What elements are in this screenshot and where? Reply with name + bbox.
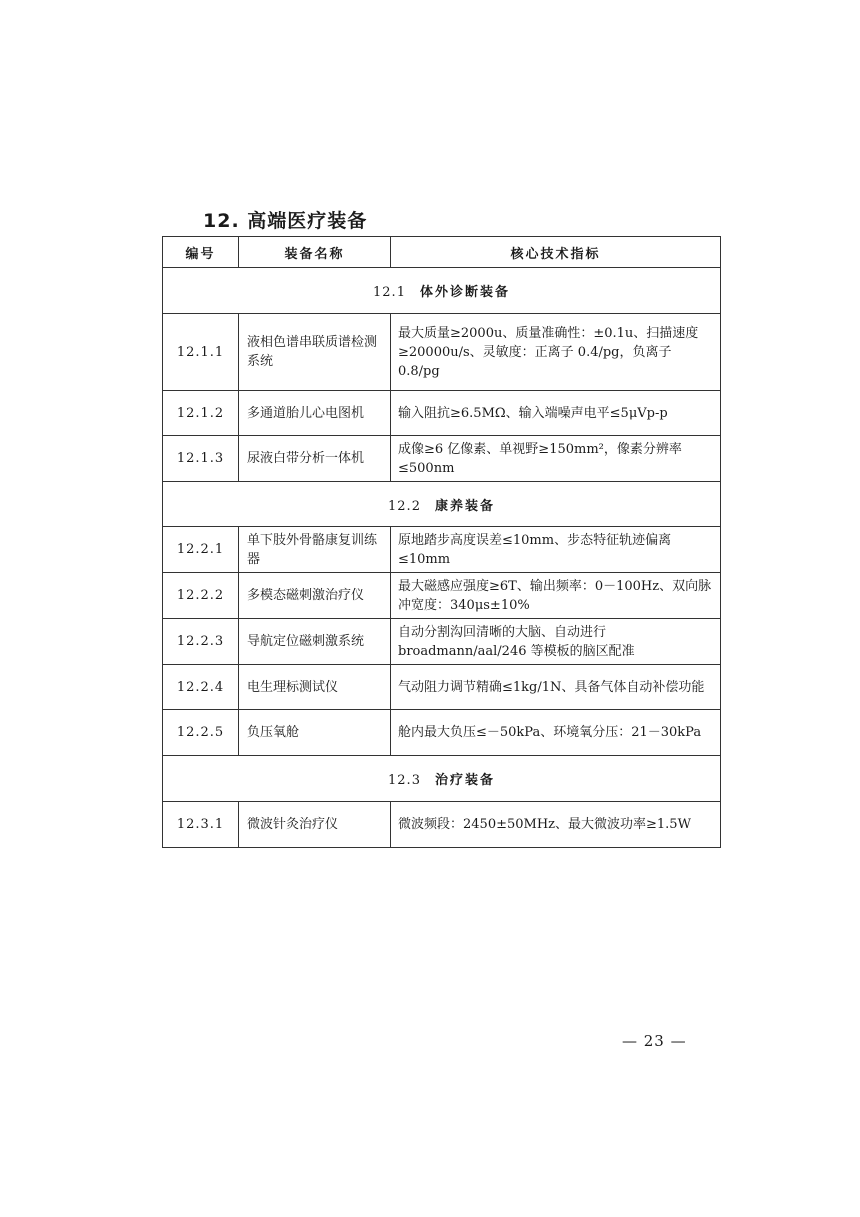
row-spec: 舱内最大负压≤－50kPa、环境氧分压：21－30kPa <box>391 710 721 756</box>
row-name: 电生理标测试仪 <box>239 665 391 710</box>
row-name: 导航定位磁刺激系统 <box>239 619 391 665</box>
row-spec: 成像≥6 亿像素、单视野≥150mm²，像素分辨率≤500nm <box>391 436 721 482</box>
section-title: 体外诊断装备 <box>419 285 510 300</box>
header-name: 装备名称 <box>239 237 391 268</box>
table-row <box>163 665 721 710</box>
row-name: 微波针灸治疗仪 <box>239 802 391 848</box>
section-title: 康养装备 <box>434 498 495 514</box>
row-spec: 自动分割沟回清晰的大脑、自动进行 broadmann/aal/246 等模板的脑区配准 <box>391 619 721 665</box>
header-number: 编号 <box>163 237 239 268</box>
row-name: 多模态磁刺激治疗仪 <box>239 573 391 619</box>
table-row <box>163 314 721 391</box>
section-cell <box>163 268 721 314</box>
row-name: 尿液白带分析一体机 <box>239 436 391 482</box>
row-id: 12.1.2 <box>163 391 239 436</box>
row-id: 12.3.1 <box>163 802 239 848</box>
row-spec: 气动阻力调节精确≤1kg/1N、具备气体自动补偿功能 <box>391 665 721 710</box>
row-name: 多通道胎儿心电图机 <box>239 391 391 436</box>
table-row <box>163 710 721 756</box>
section-row <box>163 268 721 314</box>
row-id: 12.2.1 <box>163 527 239 573</box>
row-spec: 最大磁感应强度≥6T、输出频率：0－100Hz、双向脉冲宽度：340μs±10% <box>391 573 721 619</box>
section-cell <box>163 482 721 527</box>
section-number: 12.1 <box>373 285 406 300</box>
row-id: 12.2.2 <box>163 573 239 619</box>
row-name: 液相色谱串联质谱检测系统 <box>239 314 391 391</box>
section-cell <box>163 756 721 802</box>
section-heading: 12. 高端医疗装备 <box>203 210 368 232</box>
row-spec: 微波频段：2450±50MHz、最大微波功率≥1.5W <box>391 802 721 848</box>
table-row <box>163 619 721 665</box>
row-spec: 原地踏步高度误差≤10mm、步态特征轨迹偏离≤10mm <box>391 527 721 573</box>
row-spec: 最大质量≥2000u、质量准确性：±0.1u、扫描速度≥20000u/s、灵敏度：正离子 0.4/pg，负离子 0.8/pg <box>391 314 721 391</box>
row-id: 12.2.3 <box>163 619 239 665</box>
table-row <box>163 391 721 436</box>
table-row <box>163 436 721 482</box>
section-title: 治疗装备 <box>434 773 495 788</box>
header-spec: 核心技术指标 <box>391 237 721 268</box>
row-id: 12.2.5 <box>163 710 239 756</box>
section-row <box>163 756 721 802</box>
table-row <box>163 802 721 848</box>
row-id: 12.1.3 <box>163 436 239 482</box>
row-id: 12.1.1 <box>163 314 239 391</box>
equipment-table <box>162 236 721 848</box>
page-number: — 23 — <box>622 1032 687 1050</box>
section-number: 12.2 <box>388 498 421 514</box>
table-row <box>163 573 721 619</box>
row-spec: 输入阻抗≥6.5MΩ、输入端噪声电平≤5μVp-p <box>391 391 721 436</box>
section-row <box>163 482 721 527</box>
row-id: 12.2.4 <box>163 665 239 710</box>
row-name: 负压氧舱 <box>239 710 391 756</box>
table-row <box>163 527 721 573</box>
table-header-row <box>163 237 721 268</box>
row-name: 单下肢外骨骼康复训练器 <box>239 527 391 573</box>
section-number: 12.3 <box>388 773 421 788</box>
